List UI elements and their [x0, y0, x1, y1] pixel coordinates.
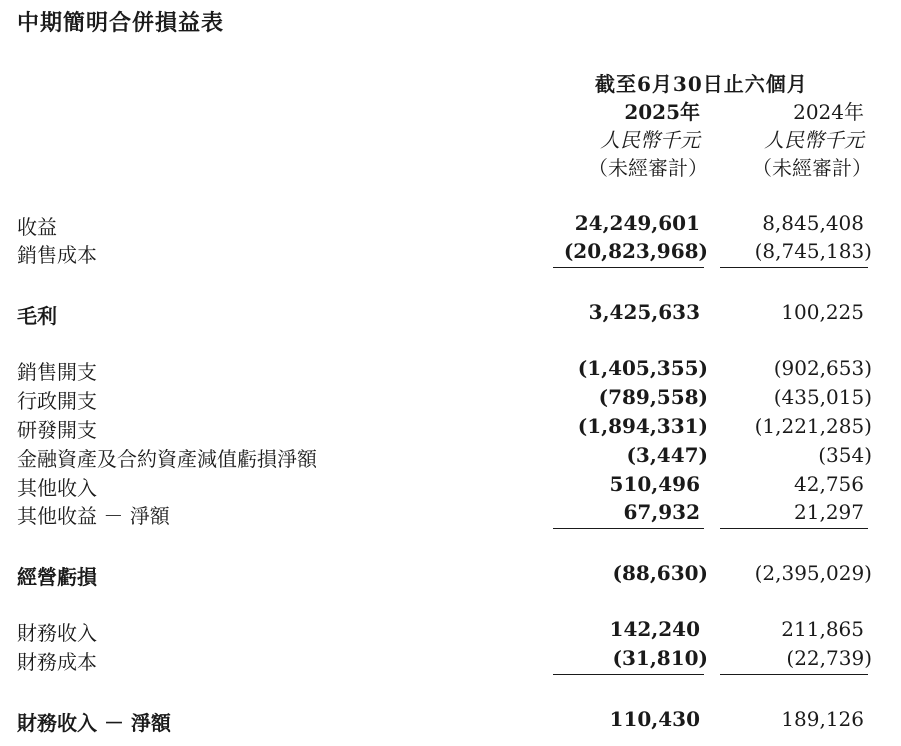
table-row	[0, 646, 901, 674]
value-2025: (1,894,331)	[577, 414, 708, 438]
table-row	[0, 472, 901, 500]
value-2024: 42,756	[794, 472, 864, 496]
col1-year: 2025年	[624, 100, 700, 124]
table-row	[0, 707, 901, 735]
table-row	[0, 500, 901, 528]
value-2025: (31,810)	[612, 646, 708, 670]
value-2024: 189,126	[781, 707, 864, 731]
value-2024: 8,845,408	[762, 211, 864, 235]
value-2024: 211,865	[781, 617, 864, 641]
value-2024: (22,739)	[786, 646, 872, 670]
col2-note: （未經審計）	[752, 156, 872, 180]
value-2025: 3,425,633	[588, 300, 700, 324]
table-row	[0, 617, 901, 645]
row-label: 經營虧損	[17, 565, 97, 589]
table-row	[0, 443, 901, 471]
table-row	[0, 239, 901, 267]
col2-unit: 人民幣千元	[764, 128, 864, 152]
table-row	[0, 414, 901, 442]
table-row	[0, 561, 901, 589]
row-label: 毛利	[17, 304, 57, 328]
row-label: 銷售成本	[17, 243, 97, 267]
subtotal-rule-2025	[553, 528, 704, 529]
value-2025: (1,405,355)	[577, 356, 708, 380]
col1-note: （未經審計）	[588, 156, 708, 180]
value-2024: (354)	[818, 443, 872, 467]
subtotal-rule-2024	[720, 267, 868, 268]
row-label: 其他收入	[17, 476, 97, 500]
row-label: 研發開支	[17, 418, 97, 442]
subtotal-rule-2025	[553, 267, 704, 268]
value-2025: (88,630)	[612, 561, 708, 585]
value-2025: (20,823,968)	[563, 239, 708, 263]
col2-year: 2024年	[793, 100, 864, 124]
value-2024: (435,015)	[773, 385, 872, 409]
value-2025: 510,496	[609, 472, 700, 496]
statement-title: 中期簡明合併損益表	[17, 11, 225, 36]
value-2024: (2,395,029)	[754, 561, 872, 585]
table-row	[0, 211, 901, 239]
row-label: 收益	[17, 215, 57, 239]
table-row	[0, 356, 901, 384]
row-label: 銷售開支	[17, 360, 97, 384]
value-2025: 24,249,601	[574, 211, 700, 235]
value-2025: 142,240	[609, 617, 700, 641]
row-label: 其他收益 － 淨額	[17, 504, 170, 528]
value-2024: (902,653)	[773, 356, 872, 380]
row-label: 財務成本	[17, 650, 97, 674]
subtotal-rule-2025	[553, 674, 704, 675]
subtotal-rule-2024	[720, 528, 868, 529]
row-label: 金融資產及合約資產減值虧損淨額	[17, 447, 317, 471]
row-label: 財務收入 － 淨額	[17, 711, 171, 735]
value-2025: 110,430	[609, 707, 700, 731]
value-2024: (1,221,285)	[754, 414, 872, 438]
value-2024: 21,297	[794, 500, 864, 524]
row-label: 財務收入	[17, 621, 97, 645]
value-2025: (3,447)	[626, 443, 708, 467]
period-header: 截至6月30日止六個月	[595, 72, 808, 96]
table-row	[0, 385, 901, 413]
col1-unit: 人民幣千元	[600, 128, 700, 152]
value-2024: 100,225	[781, 300, 864, 324]
value-2025: 67,932	[623, 500, 700, 524]
value-2024: (8,745,183)	[754, 239, 872, 263]
table-row	[0, 300, 901, 328]
value-2025: (789,558)	[598, 385, 708, 409]
subtotal-rule-2024	[720, 674, 868, 675]
row-label: 行政開支	[17, 389, 97, 413]
